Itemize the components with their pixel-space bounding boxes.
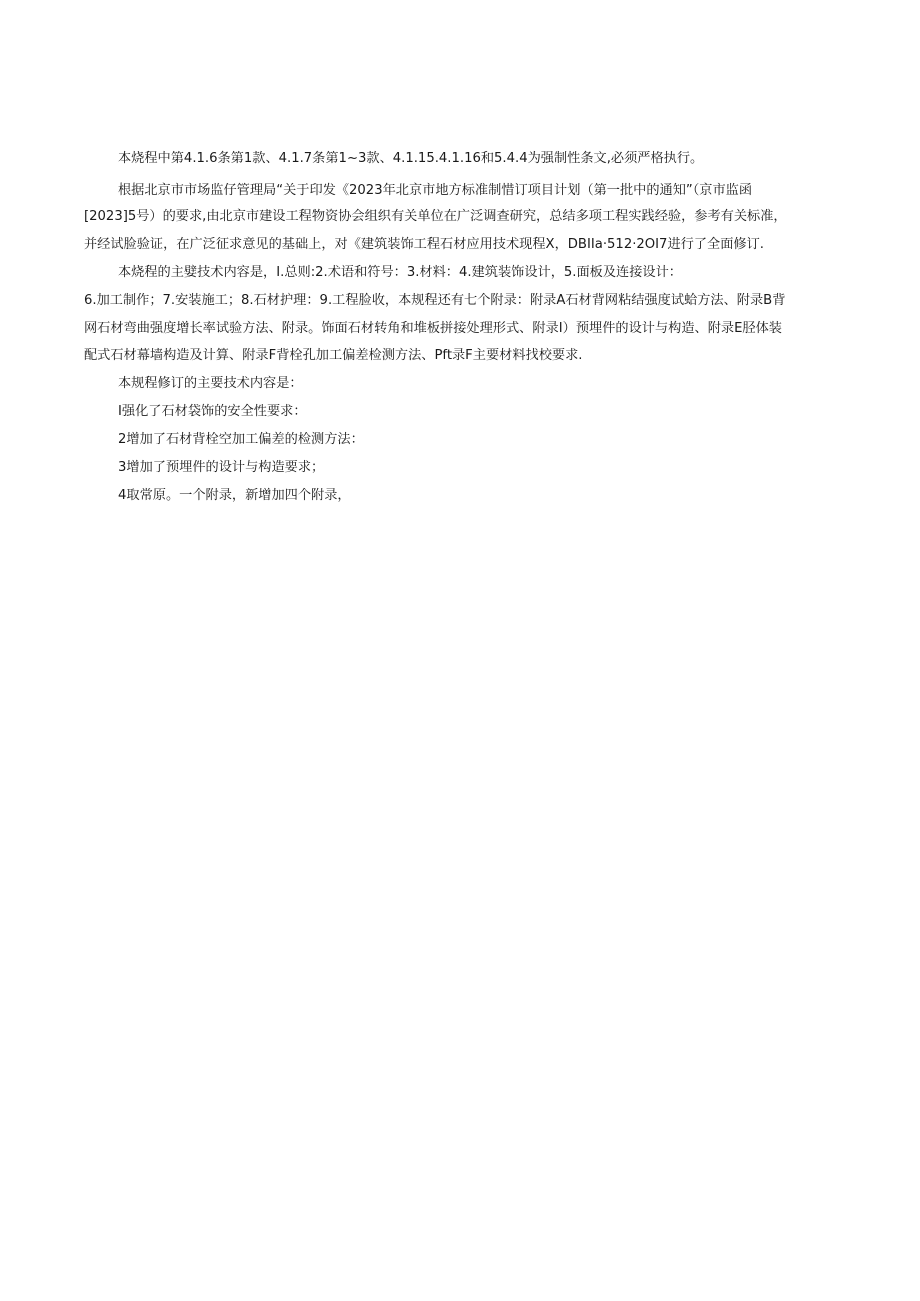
paragraph-main-content-line-2: 6.加工制作；7.安装施工；8.石材护理：9.工程脸收，本规程还有七个附录：附录A石材背网粘结强度试蛤方法、附录B背 — [84, 293, 786, 308]
revision-item-1: I强化了石材袋饰的安全性要求： — [118, 404, 307, 419]
revision-item-4: 4取常原。一个附录，新增加四个附录， — [118, 488, 351, 503]
paragraph-mandatory-provisions: 本烧程中第4.1.6条第1款、4.1.7条第1~3款、4.1.15.4.1.16和5.4.4为强制性条文,必须严格执行。 — [118, 151, 704, 166]
paragraph-basis-line-1: 根据北京市市场监仔管理局“关于印发《2023年北京市地方标准制惜订项目计划（第一批中的通知”（京市监函 — [118, 183, 753, 198]
revision-heading: 本规程修订的主要技术内容是： — [118, 376, 303, 391]
paragraph-main-content-line-3: 网石材弯曲强度增长率试验方法、附录。饰面石材转角和堆板拼接处理形式、附录I）预埋件的设计与构造、附录E胫体装 — [84, 321, 782, 336]
paragraph-basis-line-3: 并经试脸验证，在广泛征求意见的基础上，对《建筑装饰工程石材应用技术现程X，DBIIa·512·2OI7进行了全面修订. — [84, 237, 764, 252]
paragraph-basis-line-2: [2023]5号）的要求,由北京市建设工程物资协会组织有关单位在广泛调查研究，总结多项工程实践经验，参考有关标准， — [84, 209, 787, 224]
paragraph-main-content-line-1: 本烧程的主嬖技术内容是，I.总则:2.术语和符号：3.材料：4.建筑装饰设计，5.面板及连接设计： — [118, 265, 682, 280]
revision-item-3: 3增加了预埋件的设计与构造要求； — [118, 460, 325, 475]
revision-item-2: 2增加了石材背栓空加工偏差的检测方法： — [118, 432, 364, 447]
paragraph-main-content-line-4: 配式石材幕墙构造及计算、附录F背栓孔加工偏差检测方法、Pft录F主要材料找校要求. — [84, 348, 583, 363]
